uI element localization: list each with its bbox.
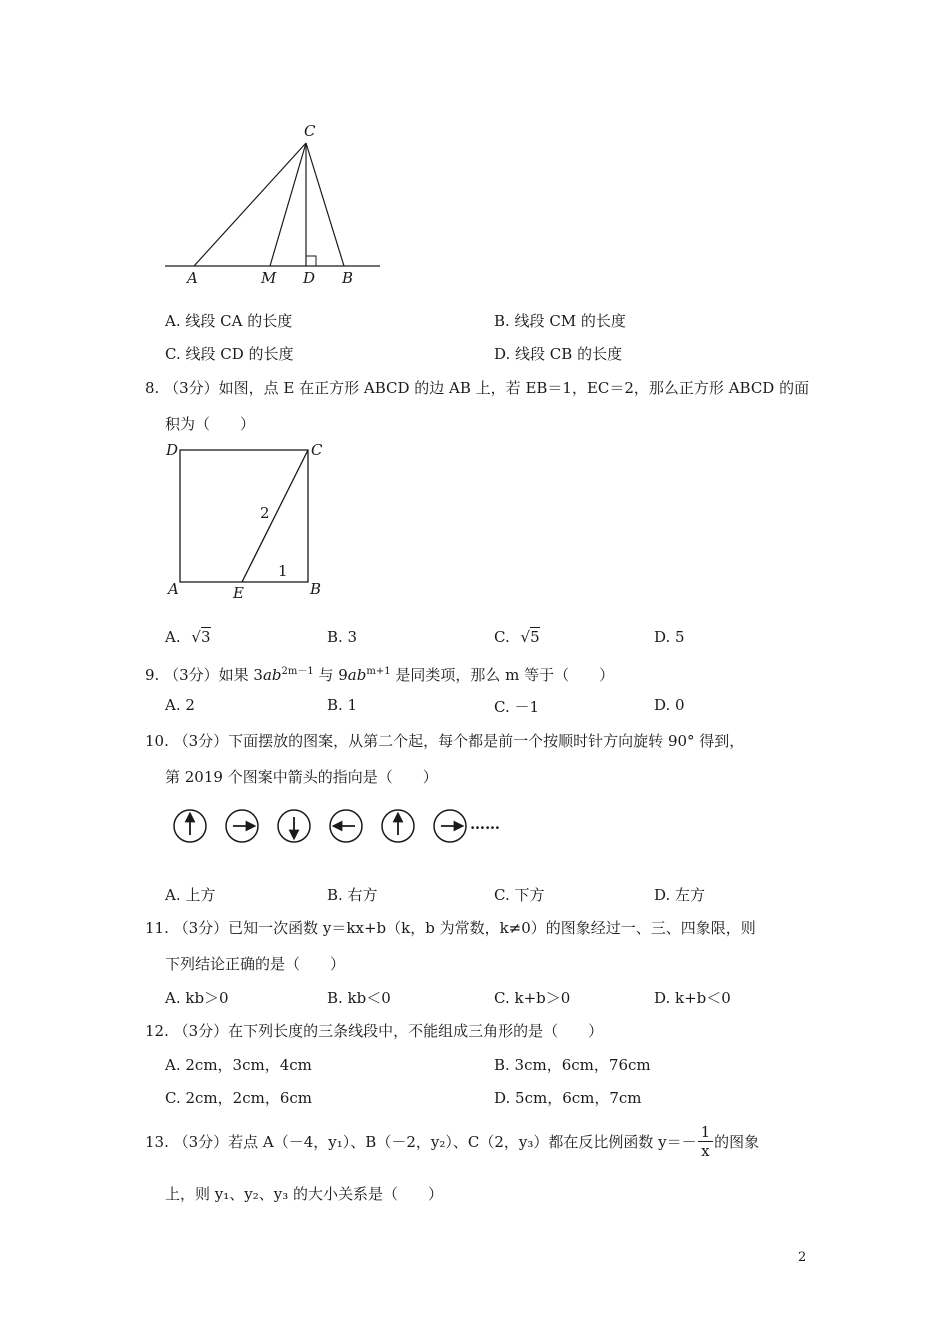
q12-option-b: B. 3cm，6cm，76cm (494, 1056, 651, 1074)
q8-label-c: C (311, 441, 323, 459)
q11-stem-line2: 下列结论正确的是（ ） (165, 955, 346, 973)
q8-label-d: D (166, 441, 179, 459)
q9-exponent2: m+1 (366, 666, 391, 677)
q10-option-a: A. 上方 (165, 886, 216, 904)
q11-stem-line1: 11. （3分）已知一次函数 y＝kx+b（k，b 为常数，k≠0）的图象经过一、三、四象限，则 (145, 919, 756, 937)
q8-label-b: B (310, 580, 322, 598)
q13-stem-line2: 上，则 y₁、y₂、y₃ 的大小关系是（ ） (165, 1185, 443, 1203)
q11-option-a: A. kb＞0 (165, 989, 229, 1007)
arrow-right-icon (226, 810, 258, 842)
q8-stem-line1: 8. （3分）如图，点 E 在正方形 ABCD 的边 AB 上，若 EB＝1，EC＝2，那么正方形 ABCD 的面 (145, 379, 810, 397)
q7-label-d: D (303, 269, 316, 287)
q8-option-c (494, 628, 540, 646)
q8-option-b: B. 3 (327, 628, 358, 646)
q13-stem-after: 的图象 (714, 1133, 760, 1151)
q10-option-c: C. 下方 (494, 886, 545, 904)
q8-stem-line2: 积为（ ） (165, 415, 256, 433)
arrow-up-icon (382, 810, 414, 842)
q8-label-eb-length: 1 (278, 562, 288, 580)
q7-option-b: B. 线段 CM 的长度 (494, 312, 626, 330)
arrow-left-icon (330, 810, 362, 842)
q13-fraction-denominator: x (701, 1142, 710, 1160)
q10-option-b: B. 右方 (327, 886, 378, 904)
q9-term2: ab (347, 666, 367, 684)
q13-fraction-numerator: 1 (698, 1123, 714, 1142)
q12-option-c: C. 2cm，2cm，6cm (165, 1089, 312, 1107)
q9-stem-middle: 与 9 (313, 666, 348, 684)
q13-fraction (698, 1123, 714, 1160)
q7-label-a: A (187, 269, 198, 287)
q10-stem-line1: 10. （3分）下面摆放的图案，从第二个起，每个都是前一个按顺时针方向旋转 90° 得到， (145, 732, 745, 750)
arrow-right-icon (434, 810, 466, 842)
sqrt-icon: √ (191, 628, 201, 646)
q9-stem-suffix: 是同类项，那么 m 等于（ ） (390, 666, 615, 684)
q12-stem: 12. （3分）在下列长度的三条线段中，不能组成三角形的是（ ） (145, 1022, 604, 1040)
q8-option-a (165, 628, 211, 646)
q9-term1: ab (262, 666, 282, 684)
q9-option-a: A. 2 (165, 696, 195, 714)
q7-option-d: D. 线段 CB 的长度 (494, 345, 623, 363)
q12-option-a: A. 2cm，3cm，4cm (165, 1056, 312, 1074)
q7-figure (160, 118, 390, 290)
q10-stem-line2: 第 2019 个图案中箭头的指向是（ ） (165, 768, 438, 786)
q10-option-d: D. 左方 (654, 886, 706, 904)
q7-option-a: A. 线段 CA 的长度 (165, 312, 293, 330)
q8-label-e: E (233, 584, 244, 602)
q7-label-c: C (304, 122, 316, 140)
q13-stem-line1 (145, 1123, 759, 1160)
q8-figure (170, 440, 330, 600)
arrow-up-icon (174, 810, 206, 842)
q8-label-a: A (168, 580, 179, 598)
q9-option-b: B. 1 (327, 696, 358, 714)
q9-stem-prefix: 9. （3分）如果 3 (145, 666, 263, 684)
q8-option-c-radicand: 5 (530, 628, 540, 646)
q8-option-a-radicand: 3 (200, 628, 211, 646)
arrow-down-icon (278, 810, 310, 842)
q13-stem-before: 13. （3分）若点 A（－4，y₁）、B（－2，y₂）、C（2，y₃）都在反比例函数 y＝－ (145, 1133, 697, 1151)
q10-ellipsis: …… (470, 815, 500, 833)
page-number: 2 (798, 1250, 807, 1265)
q7-label-m: M (261, 269, 277, 287)
q9-exponent1: 2m－1 (281, 666, 314, 677)
q9-option-d: D. 0 (654, 696, 685, 714)
q8-option-a-prefix: A. (165, 628, 181, 646)
q7-option-c: C. 线段 CD 的长度 (165, 345, 294, 363)
q10-arrow-sequence (168, 805, 478, 849)
q9-option-c: C. －1 (494, 698, 540, 716)
q8-option-d: D. 5 (654, 628, 685, 646)
q11-option-b: B. kb＜0 (327, 989, 391, 1007)
q8-option-c-prefix: C. (494, 628, 510, 646)
q7-label-b: B (342, 269, 354, 287)
q11-option-c: C. k+b＞0 (494, 989, 571, 1007)
sqrt-icon: √ (520, 628, 531, 646)
q8-label-ec-length: 2 (260, 504, 270, 522)
q12-option-d: D. 5cm，6cm，7cm (494, 1089, 642, 1107)
q9-stem (145, 662, 614, 685)
q11-option-d: D. k+b＜0 (654, 989, 731, 1007)
